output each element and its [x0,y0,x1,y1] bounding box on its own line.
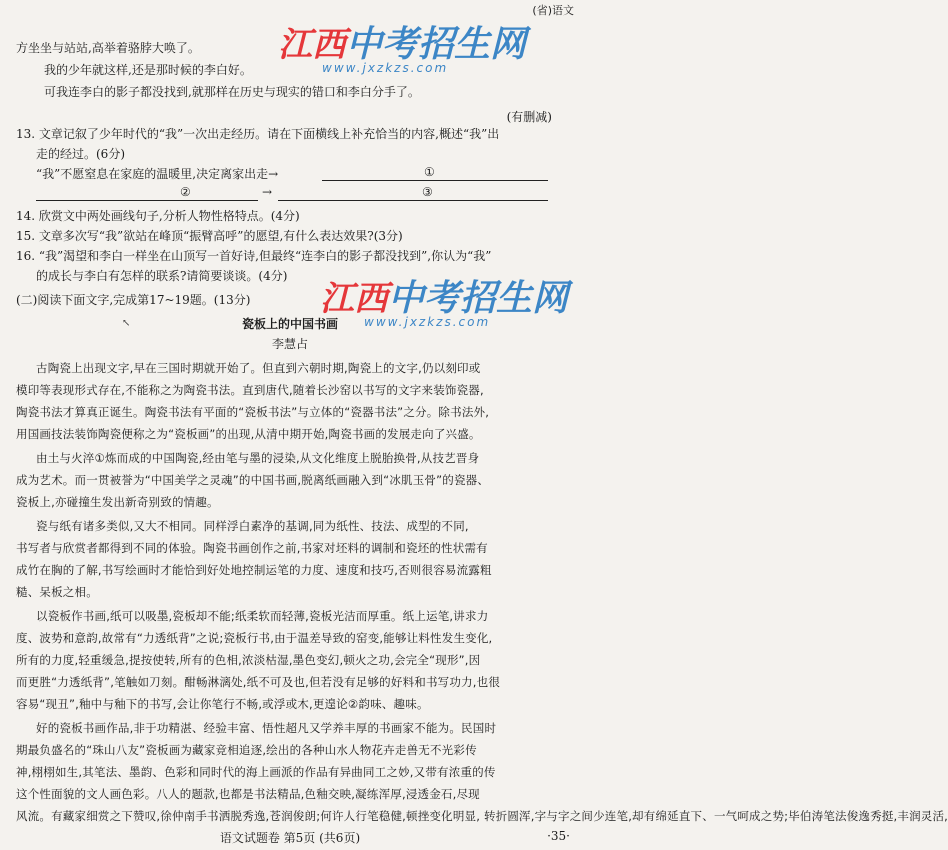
paragraph-3-line-1: 瓷与纸有诸多类似,又大不相同。同样浮白素净的基调,同为纸性、技法、成型的不同, [36,519,469,533]
paragraph-5-line-4: 这个性面貌的文人画色彩。八人的题款,也都是书法精品,色釉交映,凝练浑厚,浸透金石,尽现 [16,787,480,801]
page-footer: 语文试题卷 第5页 (共6页) [219,831,361,845]
paragraph-4-line-3: 所有的力度,轻重缓急,提按使转,所有的色相,浓淡枯湿,墨色变幻,顿火之功,会完全“现形”,因 [16,653,481,667]
paragraph-5-line-5: 风流。有藏家细赏之下赞叹,徐仲南手书洒脱秀逸,苍润俊朗;何许人行笔稳健,顿挫变化明显, 转折圆浑,字与字之间少连笔,却有绵延直下、一气呵成之势;毕伯涛笔法俊逸秀挺,丰润灵活, [16,809,948,823]
header-tag: (省)语文 [532,4,574,17]
paragraph-1-line-4: 用国画技法装饰陶瓷便称之为“瓷板画”的出现,从清中期开始,陶瓷书画的发展走向了兴盛。 [16,427,481,441]
question-14: 14. 欣赏文中两处画线句子,分析人物性格特点。(4分) [16,209,300,223]
answer-marker-3: ③ [422,185,433,199]
page-number: ·35· [547,829,570,843]
paragraph-1-line-3: 陶瓷书法才算真正诞生。陶瓷书法有平面的“瓷板书法”与立体的“瓷器书法”之分。除书法外, [16,405,490,419]
arrow-2: → [262,185,273,199]
logo-url: www.jxzkzs.com [322,61,449,75]
answer-line-2[interactable] [36,200,258,201]
section-2-heading: (二)阅读下面文字,完成第17~19题。(13分) [16,293,251,307]
paragraph-4-line-4: 而更胜“力透纸背”,笔触如刀刻。酣畅淋漓处,纸不可及也,但若没有足够的好料和书写功力,也很 [16,675,501,689]
paragraph-4-line-1: 以瓷板作书画,纸可以吸墨,瓷板却不能;纸柔软而轻薄,瓷板光洁而厚重。纸上运笔,讲求力 [36,609,489,623]
question-15: 15. 文章多次写“我”欲站在峰顶“振臂高呼”的愿望,有什么表达效果?(3分) [16,229,403,243]
excerpt-line-3: 可我连李白的影子都没找到,就那样在历史与现实的错口和李白分手了。 [44,85,420,99]
paragraph-4-line-5: 容易“现丑”,釉中与釉下的书写,会让你笔行不畅,或浮或木,更遑论②韵味、趣味。 [16,697,429,711]
question-13-line-2: 走的经过。(6分) [36,147,125,161]
paragraph-2-line-2: 成为艺术。而一贯被誉为“中国美学之灵魂”的中国书画,脱离纸画融入到“冰肌玉骨”的瓷器、 [16,473,490,487]
answer-line-3[interactable] [278,200,548,201]
excerpt-source: (有删减) [506,110,552,124]
logo-text-zhongkao-2: 中考招生网 [388,278,569,319]
question-16-line-1: 16. “我”渴望和李白一样坐在山顶写一首好诗,但最终“连李白的影子都没找到”,你认为“我” [16,249,492,263]
paragraph-1-line-2: 模印等表现形式存在,不能称之为陶瓷书法。直到唐代,随着长沙窑以书写的文字来装饰瓷器, [16,383,484,397]
paragraph-5-line-2: 期最负盛名的“珠山八友”瓷板画为藏家竞相追逐,绘出的各种山水人物花卉走兽无不光彩传 [16,743,477,757]
cursor-icon: ↖ [122,318,131,329]
question-13-line-1: 13. 文章记叙了少年时代的“我”一次出走经历。请在下面横线上补充恰当的内容,概述“我”出 [16,127,500,141]
question-16-line-2: 的成长与李白有怎样的联系?请简要谈谈。(4分) [36,269,288,283]
answer-line-1[interactable] [322,180,548,181]
excerpt-line-2: 我的少年就这样,还是那时候的李白好。 [44,63,252,77]
logo-text-jiangxi-2: 江西 [320,279,388,319]
paragraph-2-line-1: 由土与火淬①炼而成的中国陶瓷,经由笔与墨的浸染,从文化维度上脱胎换骨,从技艺晋身 [36,451,480,465]
paragraph-2-line-3: 瓷板上,亦碰撞生发出新奇别致的情趣。 [16,495,219,509]
answer-marker-1: ① [424,165,435,179]
question-13-fill-intro: “我”不愿窒息在家庭的温暖里,决定离家出走→ [36,167,279,181]
logo-text-jiangxi: 江西 [278,25,346,65]
excerpt-line-1: 方坐坐与站站,高举着骆脖大唤了。 [16,41,200,55]
answer-marker-2: ② [180,185,191,199]
paragraph-5-line-3: 神,栩栩如生,其笔法、墨韵、色彩和同时代的海上画派的作品有异曲同工之妙,又带有浓重的传 [16,765,496,779]
paragraph-4-line-2: 度、波势和意韵,故常有“力透纸背”之说;瓷板行书,由于温差导致的窑变,能够让料性发生变化, [16,631,493,645]
logo-url-2: www.jxzkzs.com [364,315,491,329]
logo-text-zhongkao: 中考招生网 [346,24,527,65]
paragraph-3-line-3: 成竹在胸的了解,书写绘画时才能恰到好处地控制运笔的力度、速度和技巧,否则很容易流露粗 [16,563,492,577]
article-title: 瓷板上的中国书画 [241,317,338,331]
paragraph-3-line-2: 书写者与欣赏者都得到不同的体验。陶瓷书画创作之前,书家对坯料的调制和瓷坯的性状需有 [16,541,488,555]
article-author: 李慧占 [271,337,308,351]
paragraph-1-line-1: 古陶瓷上出现文字,早在三国时期就开始了。但直到六朝时期,陶瓷上的文字,仍以刻印或 [36,361,481,375]
paragraph-3-line-4: 糙、呆板之相。 [16,585,98,599]
paragraph-5-line-1: 好的瓷板书画作品,非于功精湛、经验丰富、悟性超凡又学养丰厚的书画家不能为。民国时 [36,721,497,735]
